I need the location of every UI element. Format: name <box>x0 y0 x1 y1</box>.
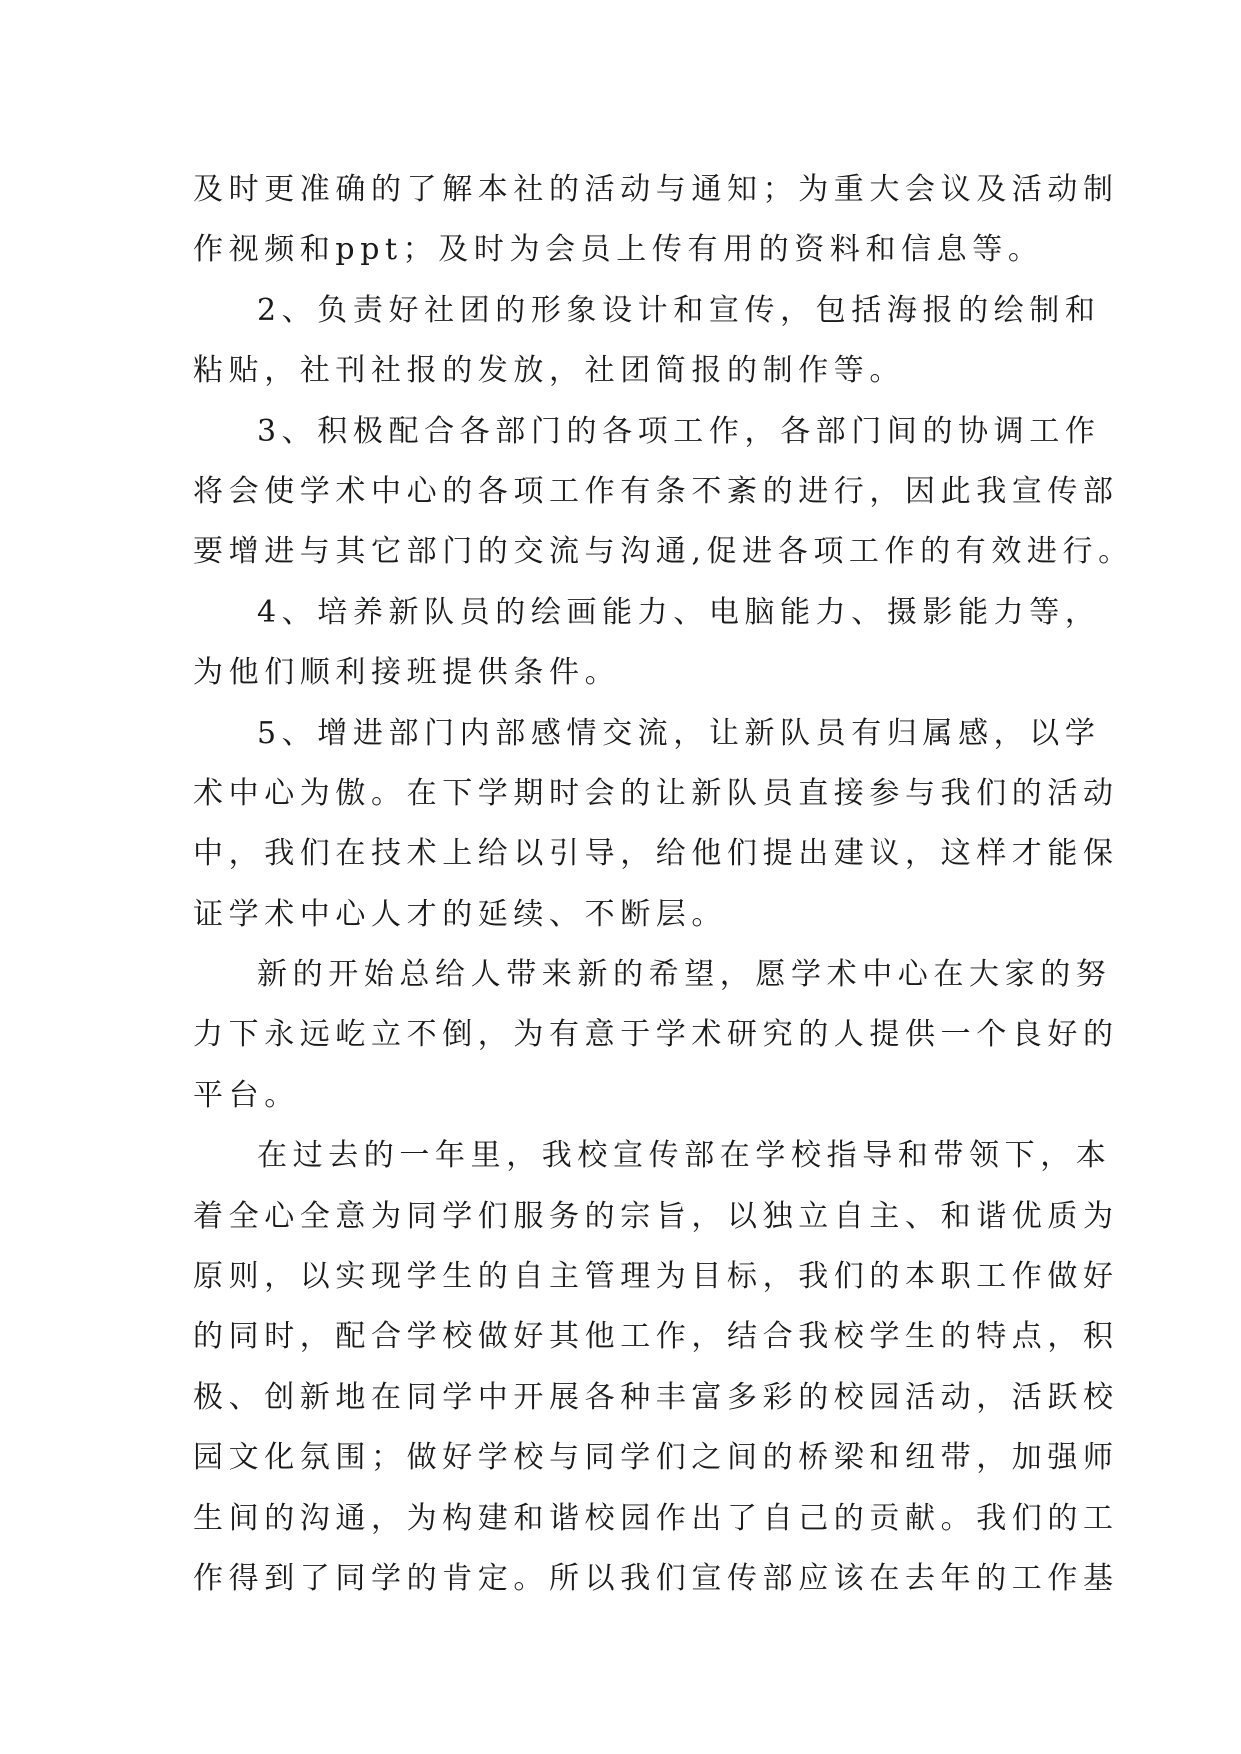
text-line: 作得到了同学的肯定。所以我们宣传部应该在去年的工作基 <box>193 1560 1119 1596</box>
text-line: 园文化氛围；做好学校与同学们之间的桥梁和纽带，加强师 <box>193 1440 1119 1476</box>
document-body <box>193 160 1134 1609</box>
text-line: 极、创新地在同学中开展各种丰富多彩的校园活动，活跃校 <box>193 1379 1119 1415</box>
text-line: 要增进与其它部门的交流与沟通,促进各项工作的有效进行。 <box>193 534 1134 570</box>
text-line: 粘贴，社刊社报的发放，社团简报的制作等。 <box>193 353 905 389</box>
text-line: 4、培养新队员的绘画能力、电脑能力、摄影能力等， <box>257 594 1101 630</box>
text-line: 中，我们在技术上给以引导，给他们提出建议，这样才能保 <box>193 836 1119 872</box>
text-line: 着全心全意为同学们服务的宗旨，以独立自主、和谐优质为 <box>193 1198 1119 1234</box>
text-line: 3、积极配合各部门的各项工作，各部门间的协调工作 <box>257 413 1101 449</box>
text-line: 证学术中心人才的延续、不断层。 <box>193 896 727 932</box>
text-line: 的同时，配合学校做好其他工作，结合我校学生的特点，积 <box>193 1319 1119 1355</box>
text-line: 及时更准确的了解本社的活动与通知；为重大会议及活动制 <box>193 172 1119 207</box>
text-line: 将会使学术中心的各项工作有条不紊的进行，因此我宣传部 <box>193 473 1119 509</box>
text-line: 生间的沟通，为构建和谐校园作出了自己的贡献。我们的工 <box>193 1500 1119 1536</box>
text-line: 5、增进部门内部感情交流，让新队员有归属感，以学 <box>257 715 1101 751</box>
text-line: 新的开始总给人带来新的希望，愿学术中心在大家的努 <box>257 957 1112 993</box>
text-line: 力下永远屹立不倒，为有意于学术研究的人提供一个良好的 <box>193 1017 1119 1053</box>
text-line: 原则，以实现学生的自主管理为目标，我们的本职工作做好 <box>193 1259 1119 1295</box>
text-line: 作视频和ppt；及时为会员上传有用的资料和信息等。 <box>193 232 1044 268</box>
text-line: 术中心为傲。在下学期时会的让新队员直接参与我们的活动 <box>193 775 1119 811</box>
text-line: 为他们顺利接班提供条件。 <box>193 655 621 691</box>
text-line: 2、负责好社团的形象设计和宣传，包括海报的绘制和 <box>257 292 1101 328</box>
text-line: 在过去的一年里，我校宣传部在学校指导和带领下，本 <box>257 1138 1112 1174</box>
text-line: 平台。 <box>193 1077 300 1113</box>
